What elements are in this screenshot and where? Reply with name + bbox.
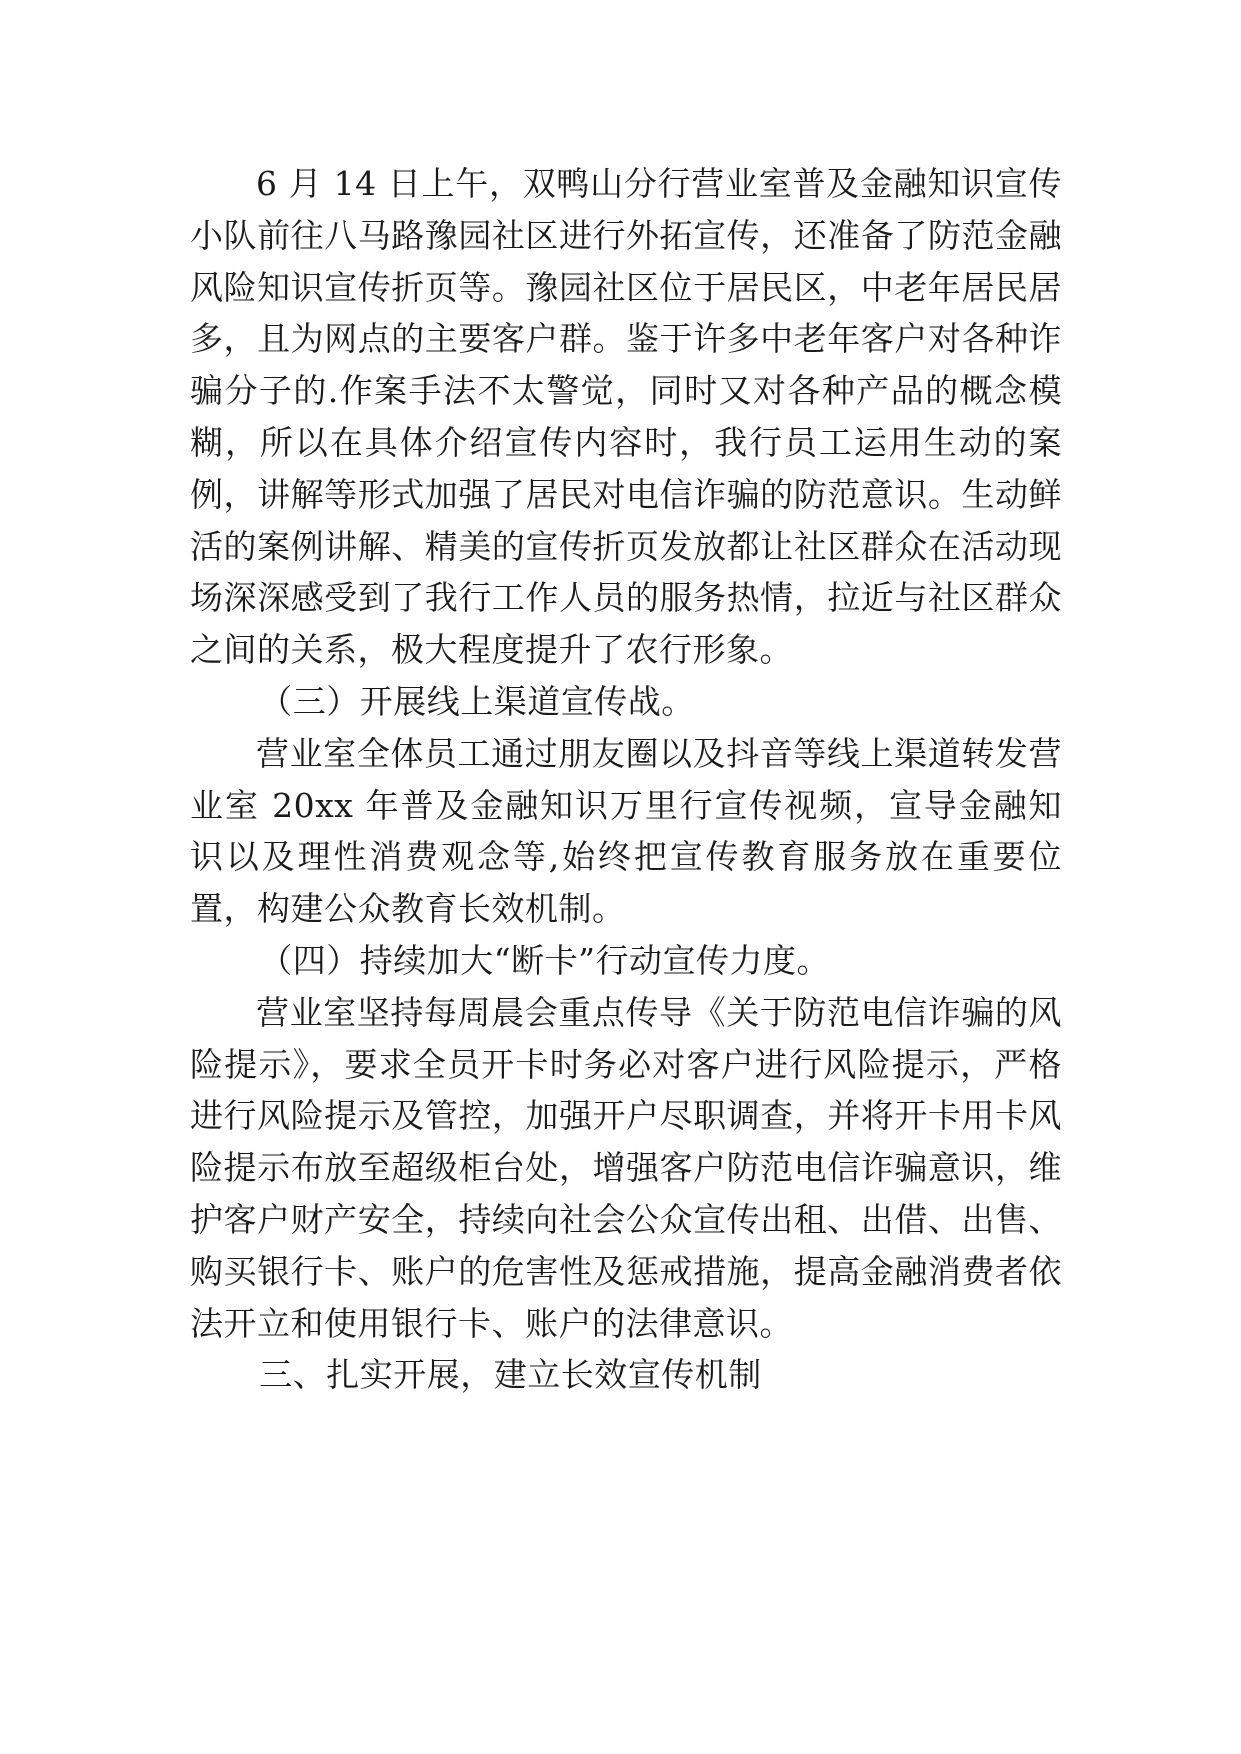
paragraph-card-campaign: 营业室坚持每周晨会重点传导《关于防范电信诈骗的风险提示》，要求全员开卡时务必对客户进行风险提示，严格进行风险提示及管控，加强开户尽职调查，并将开卡用卡风险提示布放至超级柜台处，增强客户防范电信诈骗意识，维护客户财产安全，持续向社会公众宣传出租、出借、出售、购买银行卡、账户的危害性及惩戒措施，提高金融消费者依法开立和使用银行卡、账户的法律意识。 [190, 992, 1062, 1343]
section-heading-online-channels: （三）开展线上渠道宣传战。 [259, 681, 695, 721]
paragraph-community-outreach: 6 月 14 日上午，双鸭山分行营业室普及金融知识宣传小队前往八马路豫园社区进行外拓宣传，还准备了防范金融风险知识宣传折页等。豫园社区位于居民区，中老年居民居多，且为网点的主要客户群。鉴于许多中老年客户对各种诈骗分子的.作案手法不太警觉，同时又对各种产品的概念模糊，所以在具体介绍宣传内容时，我行员工运用生动的案例，讲解等形式加强了居民对电信诈骗的防范意识。生动鲜活的案例讲解、精美的宣传折页发放都让社区群众在活动现场深深感受到了我行工作人员的服务热情，拉近与社区群众之间的关系，极大程度提升了农行形象。 [190, 164, 1062, 670]
paragraph-online-channels: 营业室全体员工通过朋友圈以及抖音等线上渠道转发营业室 20xx 年普及金融知识万里行宣传视频，宣导金融知识以及理性消费观念等,始终把宣传教育服务放在重要位置，构建公众教育长效机制。 [190, 733, 1062, 929]
document-body [190, 158, 1062, 1401]
section-heading-long-term-mechanism: 三、扎实开展，建立长效宣传机制 [259, 1355, 762, 1395]
section-heading-card-campaign: （四）持续加大“断卡”行动宣传力度。 [259, 940, 831, 980]
